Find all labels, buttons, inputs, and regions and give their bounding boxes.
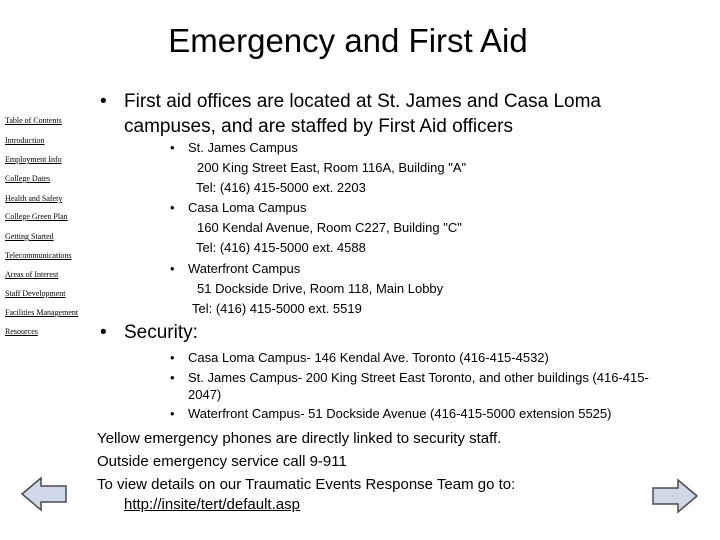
security-item: St. James Campus- 200 King Street East Toronto, and other buildings (416-415- (188, 370, 649, 385)
slide-title: Emergency and First Aid (168, 22, 528, 59)
sidebar-item-introduction[interactable]: Introduction (5, 136, 45, 145)
sidebar-item-employment-info[interactable]: Employment Info (5, 155, 62, 164)
campus-tel: Tel: (416) 415-5000 ext. 4588 (196, 240, 366, 255)
sidebar-item-college-dates[interactable]: College Dates (5, 174, 51, 183)
sub-bullet-marker: • (170, 200, 175, 215)
sidebar-item-staff-development[interactable]: Staff Development (5, 289, 66, 298)
sub-bullet-marker: • (170, 350, 175, 365)
sidebar-item-facilities-management[interactable]: Facilities Management (5, 308, 79, 317)
sidebar-item-health-and-safety[interactable]: Health and Safety (5, 194, 63, 203)
next-arrow-icon[interactable] (651, 477, 699, 515)
first-aid-text-line1: First aid offices are located at St. James and Casa Loma (124, 91, 601, 112)
sidebar-item-resources[interactable]: Resources (5, 327, 38, 336)
campus-address: 200 King Street East, Room 116A, Building "A" (197, 160, 467, 175)
campus-name: St. James Campus (188, 140, 298, 155)
tert-link[interactable]: http://insite/tert/default.asp (124, 496, 300, 513)
sidebar-item-college-green-plan[interactable]: College Green Plan (5, 212, 68, 221)
note-text: Outside emergency service call 9-911 (97, 453, 347, 470)
first-aid-text-line2: campuses, and are staffed by First Aid officers (124, 116, 513, 137)
previous-arrow-shape (22, 478, 66, 510)
sidebar-item-table-of-contents[interactable]: Table of Contents (5, 116, 62, 125)
security-item: Waterfront Campus- 51 Dockside Avenue (416-415-5000 extension 5525) (188, 406, 612, 421)
security-item: Casa Loma Campus- 146 Kendal Ave. Toronto (416-415-4532) (188, 350, 549, 365)
sidebar-item-areas-of-interest[interactable]: Areas of Interest (5, 270, 59, 279)
sub-bullet-marker: • (170, 261, 175, 276)
campus-tel: Tel: (416) 415-5000 ext. 5519 (192, 301, 362, 316)
campus-name: Casa Loma Campus (188, 200, 307, 215)
note-text: Yellow emergency phones are directly linked to security staff. (97, 430, 502, 447)
sub-bullet-marker: • (170, 140, 175, 155)
sidebar-item-telecommunications[interactable]: Telecommunications (5, 251, 72, 260)
security-heading: Security: (124, 322, 198, 343)
bullet-marker: • (100, 322, 107, 343)
bullet-marker: • (100, 91, 107, 112)
campus-address: 51 Dockside Drive, Room 118, Main Lobby (197, 281, 444, 296)
note-text: To view details on our Traumatic Events Response Team go to: (97, 476, 516, 493)
sidebar-item-getting-started[interactable]: Getting Started (5, 232, 54, 241)
campus-address: 160 Kendal Avenue, Room C227, Building "C" (197, 220, 462, 235)
campus-name: Waterfront Campus (188, 261, 301, 276)
campus-tel: Tel: (416) 415-5000 ext. 2203 (196, 180, 366, 195)
next-arrow-shape (653, 480, 697, 512)
sub-bullet-marker: • (170, 406, 175, 421)
security-item-continuation: 2047) (188, 387, 222, 402)
previous-arrow-icon[interactable] (20, 475, 68, 513)
sub-bullet-marker: • (170, 370, 175, 385)
